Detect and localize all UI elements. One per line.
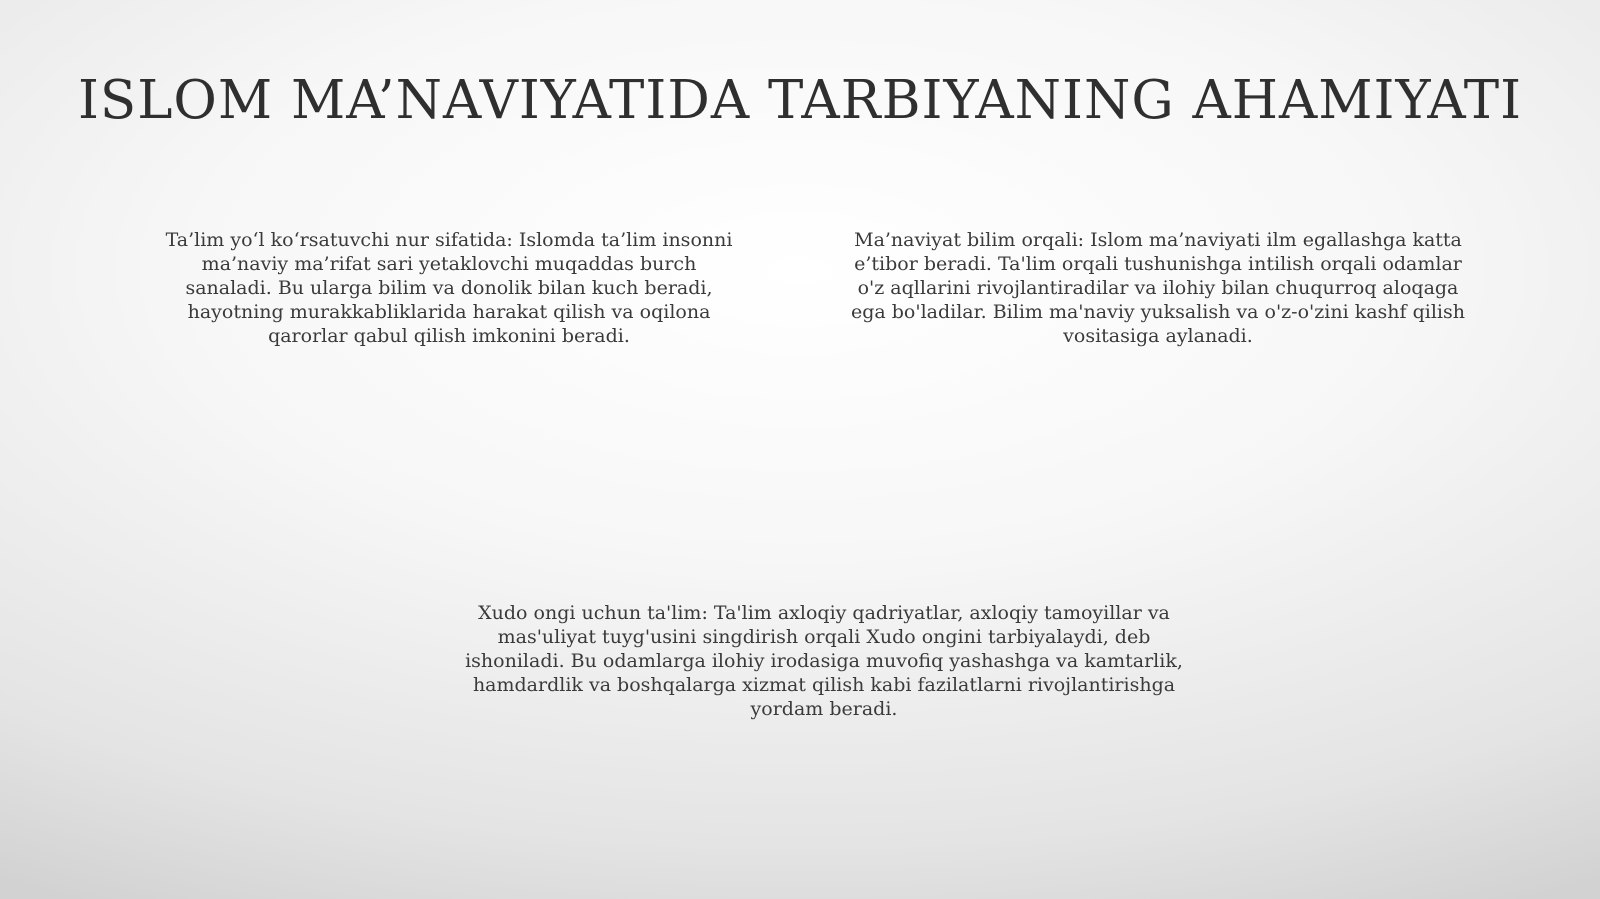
text-block-education-for-god-consciousness: Xudo ongi uchun ta'lim: Ta'lim axloqiy qadriyatlar, axloqiy tamoyillar va mas'uliyat tuyg'usini singdirish orqali Xudo ongini tarbiyalaydi, deb ishoniladi. Bu odamlarga ilohiy irodasiga muvofiq yashashga va kamtarlik, hamdardlik va boshqalarga xizmat qilish kabi fazilatlarni rivojlantirishga yordam beradi.	[465, 602, 1183, 720]
text-block-education-guiding-light: Ta’lim yo‘l ko‘rsatuvchi nur sifatida: Islomda ta’lim insonni ma’naviy ma’rifat sari yetaklovchi muqaddas burch sanaladi. Bu ularga bilim va donolik bilan kuch beradi, hayotning murakkabliklarida harakat qilish va oqilona qarorlar qabul qilish imkonini beradi.	[165, 229, 733, 347]
text-block-spirituality-through-knowledge: Ma’naviyat bilim orqali: Islom ma’naviyati ilm egallashga katta e’tibor beradi. Ta'lim orqali tushunishga intilish orqali odamlar o'z aqllarini rivojlantiradilar va ilohiy bilan chuqurroq aloqaga ega bo'ladilar. Bilim ma'naviy yuksalish va o'z-o'zini kashf qilish vositasiga aylanadi.	[850, 229, 1465, 347]
slide-title: ISLOM MA’NAVIYATIDA TARBIYANING AHAMIYATI	[77, 70, 1523, 131]
